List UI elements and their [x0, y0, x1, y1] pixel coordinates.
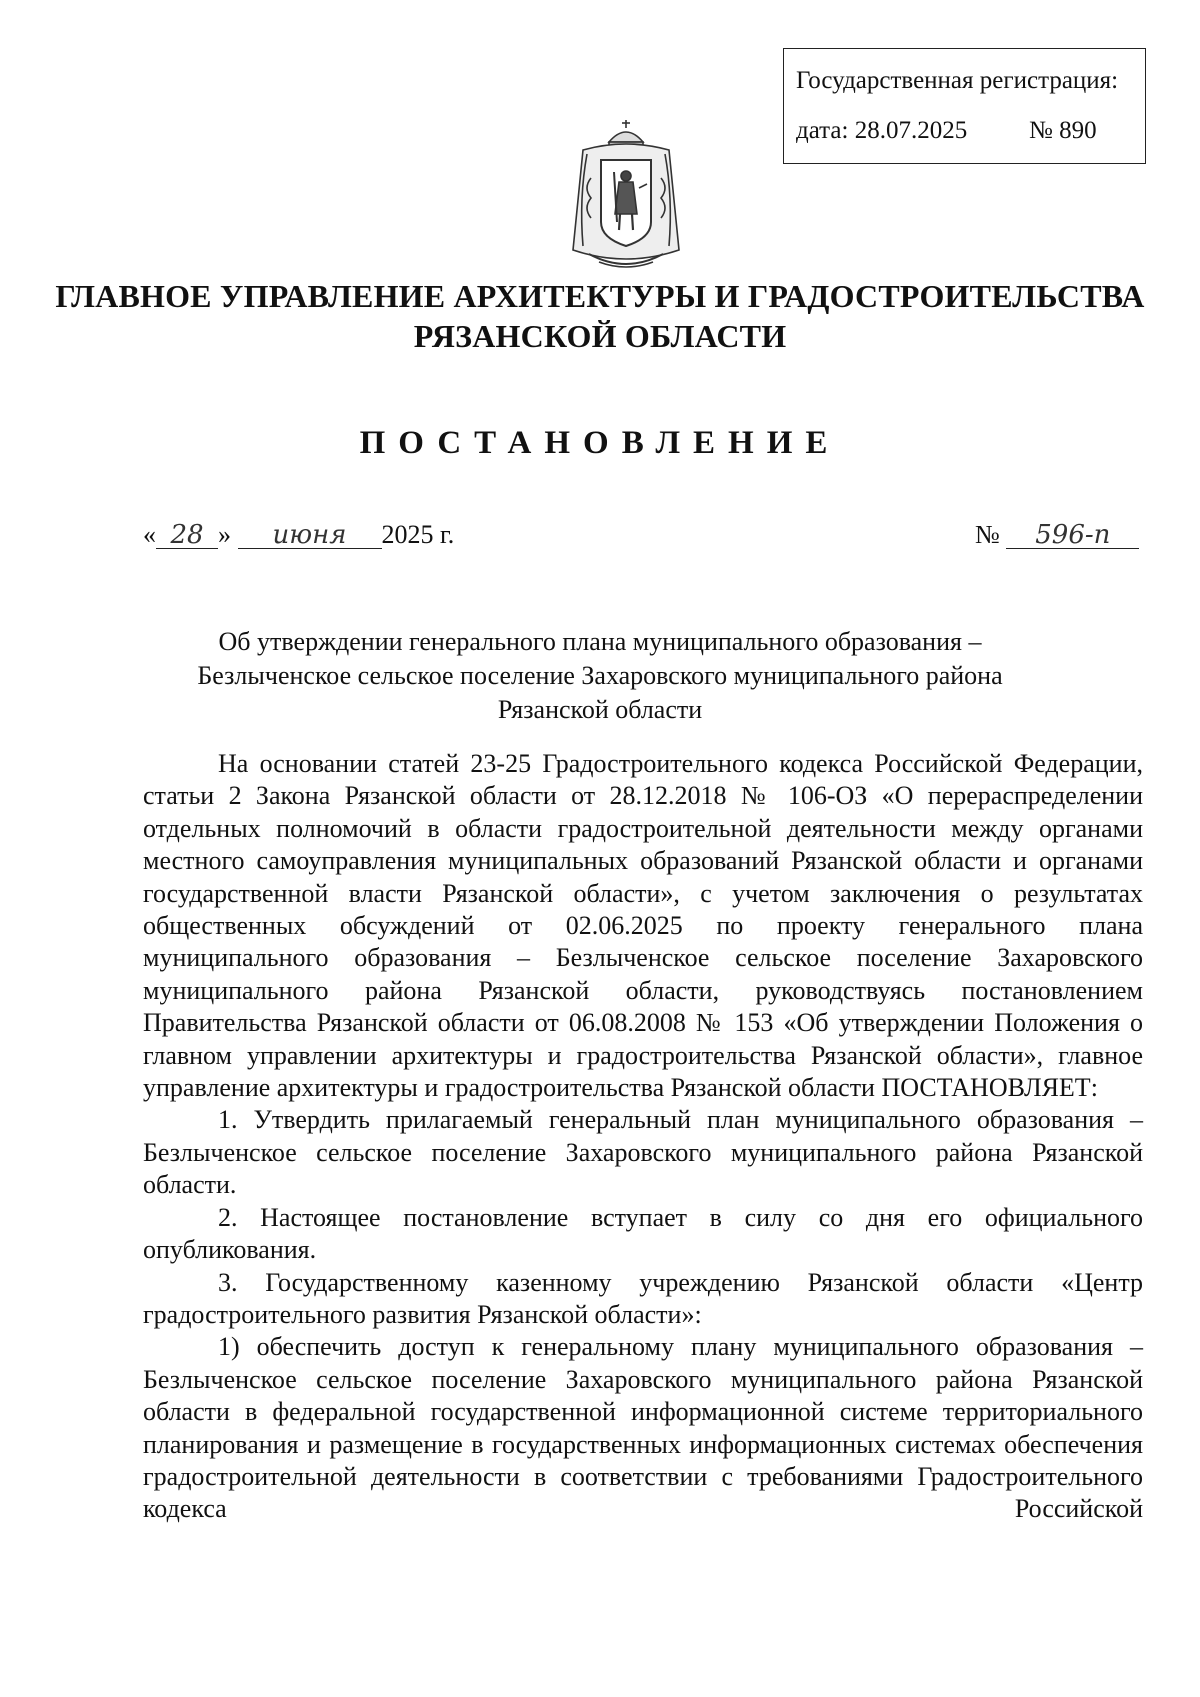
date-day-handwritten: 28 [170, 520, 204, 550]
date-open-quote: « [143, 520, 156, 549]
registration-title: Государственная регистрация: [796, 67, 1119, 94]
decree-subject [0, 625, 1200, 727]
date-year: 2025 г. [381, 520, 455, 549]
subject-line3: Рязанской области [497, 695, 703, 724]
registration-number: № 890 [1029, 117, 1097, 144]
org-name-line2: РЯЗАНСКОЙ ОБЛАСТИ [413, 318, 787, 354]
org-name-line1: ГЛАВНОЕ УПРАВЛЕНИЕ АРХИТЕКТУРЫ И ГРАДОСТРОИТЕЛЬСТВА [55, 278, 1145, 314]
registration-date: дата: 28.07.2025 [796, 117, 968, 144]
preamble-paragraph: На основании статей 23-25 Градостроительного кодекса Российской Федерации, статьи 2 Закона Рязанской области от 28.12.2018 № 106-ОЗ «О перераспределении отдельных полномочий в области градостроительной деятельности между органами местного самоуправления муниципальных образований Рязанской области и органами государственной власти Рязанской области», с учетом заключения о результатах общественных обсуждений от 02.06.2025 по проекту генерального плана муниципального образования – Безлыченское сельское поселение Захаровского муниципального района Рязанской области, руководствуясь постановлением Правительства Рязанской области от 06.08.2008 № 153 «Об утверждении Положения о главном управлении архитектуры и градостроительства Рязанской области», главное управление архитектуры и градостроительства Рязанской области ПОСТАНОВЛЯЕТ: [143, 749, 1143, 1103]
number-handwritten: 596-п [1035, 520, 1111, 550]
subject-line1: Об утверждении генерального плана муниципального образования – [218, 627, 982, 656]
ryazan-coat-of-arms-icon [565, 118, 687, 276]
decree-number [975, 520, 1139, 550]
decree-body [143, 748, 1143, 1526]
item-3-1-paragraph: 1) обеспечить доступ к генеральному плану муниципального образования – Безлыченское сельское поселение Захаровского муниципального района Рязанской области в федеральной государственной информационной системе территориального планирования и размещение в государственных информационных системах обеспечения градостроительной деятельности в соответствии с требованиями Градостроительного кодекса Российской [143, 1332, 1143, 1524]
item-2-paragraph: 2. Настоящее постановление вступает в силу со дня его официального опубликования. [143, 1202, 1143, 1265]
number-prefix: № [975, 520, 1000, 549]
item-1-paragraph: 1. Утвердить прилагаемый генеральный план муниципального образования – Безлыченское сельское поселение Захаровского муниципального района Рязанской области. [143, 1105, 1143, 1200]
date-close-quote: » [218, 520, 231, 549]
subject-line2: Безлыченское сельское поселение Захаровского муниципального района [197, 661, 1003, 690]
registration-stamp [783, 48, 1146, 164]
document-type-title: ПОСТАНОВЛЕНИЕ [359, 425, 841, 461]
date-month-handwritten: июня [272, 520, 347, 550]
decree-date [143, 520, 454, 550]
item-3-paragraph: 3. Государственному казенному учреждению Рязанской области «Центр градостроительного развития Рязанской области»: [143, 1267, 1143, 1329]
